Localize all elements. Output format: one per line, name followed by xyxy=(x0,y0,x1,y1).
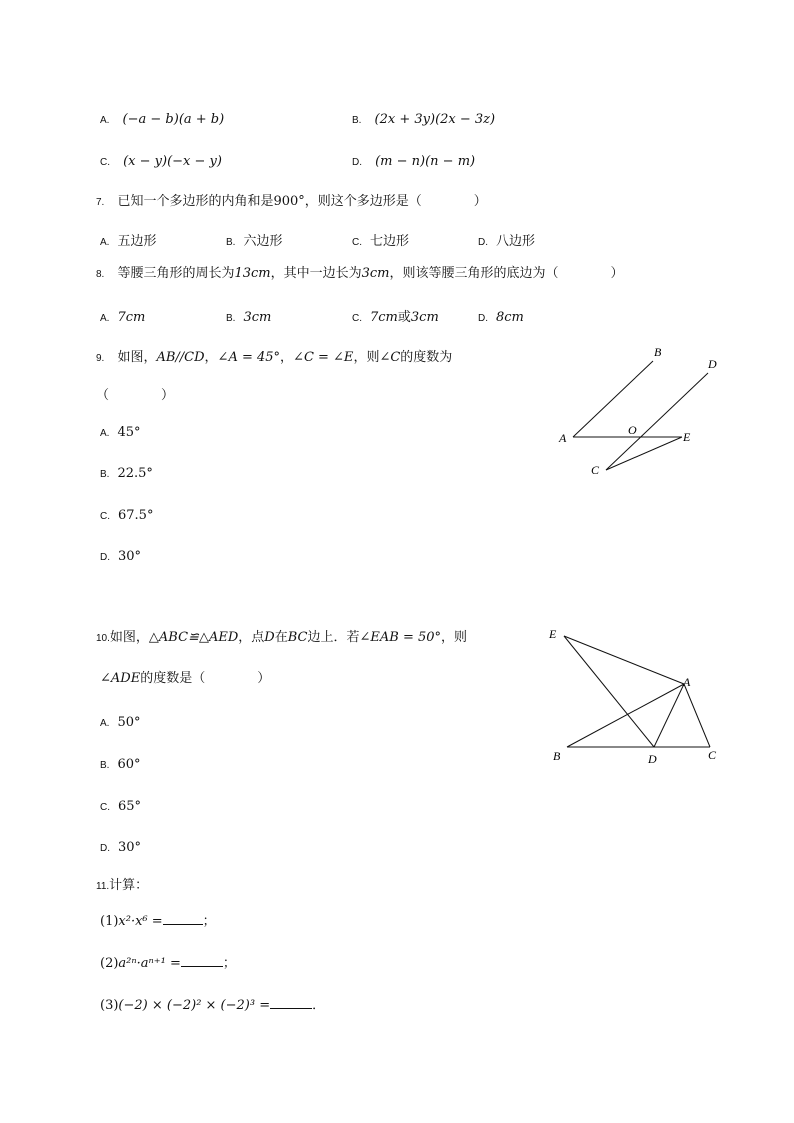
option-letter: C. xyxy=(100,511,110,522)
option-letter: C. xyxy=(100,157,110,168)
q7-option-c xyxy=(352,230,409,249)
question-number: 9. xyxy=(96,353,105,364)
q10-option-a xyxy=(100,711,141,730)
q10-option-c xyxy=(100,795,141,814)
answer-blank[interactable] xyxy=(181,954,223,967)
q9-option-c xyxy=(100,504,153,523)
q8-option-b xyxy=(226,306,271,325)
question-text: ，点 xyxy=(238,630,265,645)
question-text: 如图， xyxy=(109,630,149,645)
segment-ad xyxy=(654,684,684,747)
option-text: 60° xyxy=(117,757,141,772)
segment-ac xyxy=(684,684,710,747)
q10-figure xyxy=(540,620,740,770)
question-text: 的度数是（ ） xyxy=(140,671,271,686)
segment-ed xyxy=(564,636,654,747)
option-letter: B. xyxy=(226,313,236,324)
option-letter: A. xyxy=(100,237,110,248)
option-letter: C. xyxy=(100,802,110,813)
option-letter: C. xyxy=(352,313,362,324)
option-letter: B. xyxy=(100,760,110,771)
option-text: 8cm xyxy=(496,310,524,325)
math-expression: ∠A = 45° xyxy=(217,350,281,365)
math-value: 3cm xyxy=(361,266,390,281)
q10-option-b xyxy=(100,753,141,772)
q10-option-d xyxy=(100,836,141,855)
question-text: 在 xyxy=(274,630,288,645)
q7-option-b xyxy=(226,230,282,249)
option-letter: A. xyxy=(100,115,110,126)
q11-item-3 xyxy=(100,994,325,1013)
option-letter: B. xyxy=(352,115,362,126)
option-letter: A. xyxy=(100,428,110,439)
punctuation: ． xyxy=(312,998,326,1013)
option-text: 65° xyxy=(118,799,142,814)
option-letter: C. xyxy=(352,237,362,248)
option-text: 7cm xyxy=(117,310,146,325)
point-label-c: C xyxy=(591,463,600,477)
point-label-e: E xyxy=(683,430,691,444)
math-expression: D xyxy=(264,630,275,645)
math-value: 13cm xyxy=(234,266,271,281)
q7-option-d xyxy=(478,230,535,249)
option-expression: (m − n)(n − m) xyxy=(375,154,476,169)
item-index: (2) xyxy=(100,956,119,971)
math-expression: x²·x⁶ = xyxy=(118,914,163,929)
question-text: 边上．若 xyxy=(307,630,360,645)
question-text: ，则 xyxy=(353,350,380,365)
question-text: ，则该等腰三角形的底边为（ ） xyxy=(389,266,624,281)
point-label-d: D xyxy=(708,357,717,371)
question-text: 计算： xyxy=(109,878,149,893)
option-letter: A. xyxy=(100,718,110,729)
q9-option-d xyxy=(100,545,141,564)
q6-option-a xyxy=(100,108,224,127)
option-text: 22.5° xyxy=(117,466,153,481)
question-number: 7. xyxy=(96,197,105,208)
question-text: ， xyxy=(280,350,294,365)
q8-option-c xyxy=(352,306,439,325)
option-text: 7cm xyxy=(370,310,398,325)
q8-option-a xyxy=(100,306,145,325)
math-expression: ∠C xyxy=(379,350,401,365)
q10-stem-line2 xyxy=(100,667,270,686)
q11-title xyxy=(96,874,148,893)
math-expression: ∠EAB = 50° xyxy=(359,630,442,645)
option-text: 3cm xyxy=(243,310,272,325)
option-letter: B. xyxy=(100,469,110,480)
option-letter: D. xyxy=(478,313,488,324)
point-label-b: B xyxy=(654,345,662,359)
q9-figure xyxy=(550,340,730,480)
q11-item-2 xyxy=(100,952,236,971)
segment-ab xyxy=(573,361,653,437)
option-text: 六边形 xyxy=(243,234,283,249)
question-number: 11. xyxy=(96,881,110,892)
q6-option-d xyxy=(352,150,475,169)
question-text: 已知一个多边形的内角和是 xyxy=(117,194,274,209)
question-text: ，则 xyxy=(441,630,468,645)
option-letter: B. xyxy=(226,237,236,248)
option-text: 3cm xyxy=(410,310,439,325)
question-number: 10. xyxy=(96,633,110,644)
question-text: ，其中一边长为 xyxy=(270,266,362,281)
option-expression: (x − y)(−x − y) xyxy=(123,154,222,169)
answer-blank[interactable] xyxy=(270,996,312,1009)
math-expression: △ABC≌△AED xyxy=(148,630,239,645)
point-label-o: O xyxy=(628,423,637,437)
item-index: (3) xyxy=(100,998,119,1013)
point-label-e: E xyxy=(549,627,557,641)
point-label-a: A xyxy=(683,675,691,689)
option-letter: D. xyxy=(100,552,110,563)
option-text: 45° xyxy=(117,425,141,440)
q11-item-1 xyxy=(100,910,216,929)
q8-option-d xyxy=(478,306,524,325)
option-text: 30° xyxy=(118,549,142,564)
math-expression: (−2) × (−2)² × (−2)³ = xyxy=(118,998,271,1013)
option-text: 30° xyxy=(118,840,142,855)
question-text: °，则这个多边形是（ ） xyxy=(298,194,487,209)
question-text: 如图， xyxy=(117,350,157,365)
option-text: 五边形 xyxy=(117,234,157,249)
segment-ea xyxy=(564,636,684,684)
math-expression: a²ⁿ·aⁿ⁺¹ = xyxy=(118,956,181,971)
q7-stem xyxy=(96,190,487,209)
point-label-b: B xyxy=(553,749,561,763)
segment-ce xyxy=(606,437,682,470)
point-label-a: A xyxy=(559,431,567,445)
question-text: 的度数为 xyxy=(400,350,453,365)
option-text: 或 xyxy=(397,310,411,325)
q9-paren: （ ） xyxy=(96,388,175,403)
item-index: (1) xyxy=(100,914,119,929)
q9-stem xyxy=(96,346,452,365)
question-text: ， xyxy=(204,350,218,365)
punctuation: ； xyxy=(222,956,236,971)
segment-cd xyxy=(606,373,708,470)
q6-option-c xyxy=(100,150,222,169)
q7-option-a xyxy=(100,230,156,249)
punctuation: ； xyxy=(202,914,216,929)
option-expression: (−a − b)(a + b) xyxy=(122,112,225,127)
math-expression: AB//CD xyxy=(156,350,205,365)
option-letter: D. xyxy=(352,157,362,168)
question-number: 8. xyxy=(96,269,105,280)
point-label-d: D xyxy=(648,752,657,766)
option-letter: D. xyxy=(478,237,488,248)
math-value: 900 xyxy=(273,194,299,209)
option-expression: (2x + 3y)(2x − 3z) xyxy=(374,112,496,127)
option-text: 七边形 xyxy=(370,234,410,249)
option-text: 50° xyxy=(117,715,141,730)
option-text: 67.5° xyxy=(118,508,154,523)
q9-option-a xyxy=(100,421,141,440)
option-letter: D. xyxy=(100,843,110,854)
q10-stem xyxy=(96,626,467,645)
math-expression: BC xyxy=(287,630,308,645)
segment-ba xyxy=(567,684,684,747)
math-expression: ∠C = ∠E xyxy=(293,350,354,365)
math-expression: ∠ADE xyxy=(100,671,141,686)
q9-option-b xyxy=(100,462,153,481)
answer-blank[interactable] xyxy=(163,912,203,925)
q8-stem xyxy=(96,262,624,281)
question-text: 等腰三角形的周长为 xyxy=(117,266,235,281)
q6-option-b xyxy=(352,108,495,127)
option-text: 八边形 xyxy=(496,234,536,249)
point-label-c: C xyxy=(708,748,717,762)
option-letter: A. xyxy=(100,313,110,324)
